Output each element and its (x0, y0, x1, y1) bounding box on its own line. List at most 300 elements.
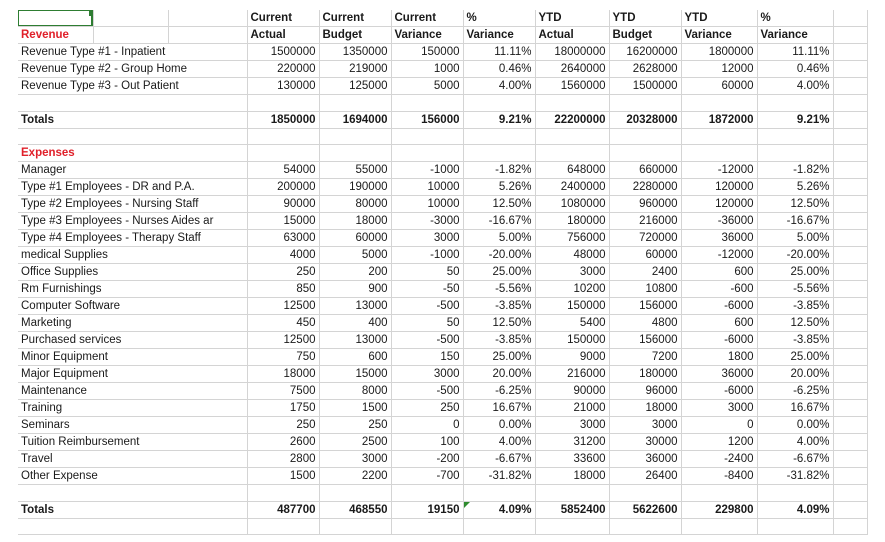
empty-cell[interactable] (681, 95, 757, 112)
value-cell[interactable]: 18000 (609, 400, 681, 417)
empty-cell[interactable] (833, 366, 867, 383)
value-cell[interactable]: 8000 (319, 383, 391, 400)
value-cell[interactable]: 4.00% (463, 434, 535, 451)
empty-cell[interactable] (168, 27, 247, 44)
empty-cell[interactable] (833, 400, 867, 417)
value-cell[interactable]: 600 (319, 349, 391, 366)
value-cell[interactable]: -1000 (391, 247, 463, 264)
value-cell[interactable]: -6.67% (463, 451, 535, 468)
empty-cell[interactable] (609, 145, 681, 162)
empty-cell[interactable] (609, 518, 681, 535)
value-cell[interactable]: -600 (681, 281, 757, 298)
value-cell[interactable]: -2400 (681, 451, 757, 468)
empty-cell[interactable] (833, 27, 867, 44)
value-cell[interactable]: 3000 (535, 264, 609, 281)
value-cell[interactable]: 216000 (609, 213, 681, 230)
empty-cell[interactable] (681, 518, 757, 535)
empty-cell[interactable] (681, 485, 757, 502)
empty-cell[interactable] (833, 44, 867, 61)
value-cell[interactable]: 150000 (535, 332, 609, 349)
value-cell[interactable]: 0.00% (757, 417, 833, 434)
value-cell[interactable]: 12500 (247, 298, 319, 315)
column-header[interactable]: YTD (535, 10, 609, 27)
value-cell[interactable]: -500 (391, 383, 463, 400)
value-cell[interactable]: 5000 (319, 247, 391, 264)
value-cell[interactable]: 850 (247, 281, 319, 298)
empty-cell[interactable] (247, 128, 319, 145)
value-cell[interactable]: 1500000 (247, 44, 319, 61)
value-cell[interactable]: -3.85% (463, 298, 535, 315)
value-cell[interactable]: 190000 (319, 179, 391, 196)
value-cell[interactable]: 9.21% (463, 111, 535, 128)
value-cell[interactable]: -3.85% (757, 298, 833, 315)
value-cell[interactable]: 10000 (391, 179, 463, 196)
row-label[interactable]: Training (18, 400, 247, 417)
value-cell[interactable]: 200 (319, 264, 391, 281)
value-cell[interactable]: 0 (391, 417, 463, 434)
row-label[interactable]: Revenue Type #3 - Out Patient (18, 78, 247, 95)
value-cell[interactable]: -6000 (681, 298, 757, 315)
value-cell[interactable]: -6000 (681, 383, 757, 400)
value-cell[interactable]: 3000 (609, 417, 681, 434)
empty-cell[interactable] (463, 128, 535, 145)
value-cell[interactable]: 120000 (681, 179, 757, 196)
value-cell[interactable]: 156000 (609, 298, 681, 315)
row-label[interactable]: Type #2 Employees - Nursing Staff (18, 196, 247, 213)
value-cell[interactable]: 2800 (247, 451, 319, 468)
value-cell[interactable]: -31.82% (757, 468, 833, 485)
value-cell[interactable]: 3000 (535, 417, 609, 434)
value-cell[interactable]: 63000 (247, 230, 319, 247)
value-cell[interactable]: 54000 (247, 162, 319, 179)
value-cell[interactable]: 0.00% (463, 417, 535, 434)
value-cell[interactable]: 12.50% (757, 315, 833, 332)
column-header[interactable]: YTD (609, 10, 681, 27)
empty-cell[interactable] (391, 128, 463, 145)
value-cell[interactable]: 5000 (391, 78, 463, 95)
empty-cell[interactable] (833, 518, 867, 535)
empty-cell[interactable] (833, 451, 867, 468)
row-label[interactable]: Marketing (18, 315, 247, 332)
empty-cell[interactable] (833, 281, 867, 298)
value-cell[interactable]: 15000 (319, 366, 391, 383)
empty-cell[interactable] (391, 518, 463, 535)
value-cell[interactable]: 720000 (609, 230, 681, 247)
value-cell[interactable]: 1080000 (535, 196, 609, 213)
value-cell[interactable]: 180000 (609, 366, 681, 383)
value-cell[interactable]: -8400 (681, 468, 757, 485)
empty-cell[interactable] (757, 145, 833, 162)
value-cell[interactable]: 900 (319, 281, 391, 298)
empty-cell[interactable] (833, 145, 867, 162)
empty-cell[interactable] (833, 162, 867, 179)
empty-cell[interactable] (833, 95, 867, 112)
value-cell[interactable] (463, 501, 535, 518)
value-cell[interactable]: 100 (391, 434, 463, 451)
value-cell[interactable]: -1.82% (463, 162, 535, 179)
value-cell[interactable]: 5.00% (463, 230, 535, 247)
value-cell[interactable]: 36000 (681, 366, 757, 383)
empty-cell[interactable] (833, 196, 867, 213)
empty-cell[interactable] (833, 383, 867, 400)
value-cell[interactable]: 18000000 (535, 44, 609, 61)
empty-cell[interactable] (18, 95, 247, 112)
empty-cell[interactable] (609, 95, 681, 112)
value-cell[interactable]: 0.46% (757, 61, 833, 78)
empty-cell[interactable] (18, 518, 247, 535)
value-cell[interactable]: -12000 (681, 162, 757, 179)
value-cell[interactable]: 1800 (681, 349, 757, 366)
value-cell[interactable]: 4800 (609, 315, 681, 332)
empty-cell[interactable] (833, 485, 867, 502)
value-cell[interactable]: 250 (247, 264, 319, 281)
value-cell[interactable]: 250 (319, 417, 391, 434)
value-cell[interactable]: -50 (391, 281, 463, 298)
empty-cell[interactable] (319, 128, 391, 145)
value-cell[interactable]: 3000 (391, 230, 463, 247)
value-cell[interactable]: -16.67% (463, 213, 535, 230)
column-header[interactable]: Actual (535, 27, 609, 44)
value-cell[interactable]: 1350000 (319, 44, 391, 61)
value-cell[interactable]: 5.26% (757, 179, 833, 196)
empty-cell[interactable] (833, 179, 867, 196)
empty-cell[interactable] (833, 111, 867, 128)
empty-cell[interactable] (319, 145, 391, 162)
value-cell[interactable]: 216000 (535, 366, 609, 383)
empty-cell[interactable] (319, 95, 391, 112)
value-cell[interactable]: 600 (681, 315, 757, 332)
value-cell[interactable]: -31.82% (463, 468, 535, 485)
value-cell[interactable]: 60000 (319, 230, 391, 247)
empty-cell[interactable] (833, 10, 867, 27)
value-cell[interactable]: 1694000 (319, 111, 391, 128)
value-cell[interactable]: 60000 (609, 247, 681, 264)
value-cell[interactable]: 3000 (319, 451, 391, 468)
empty-cell[interactable] (833, 264, 867, 281)
value-cell[interactable]: -500 (391, 298, 463, 315)
value-cell[interactable]: 18000 (247, 366, 319, 383)
row-label[interactable]: medical Supplies (18, 247, 247, 264)
value-cell[interactable]: 25.00% (757, 349, 833, 366)
value-cell[interactable]: 4.00% (757, 434, 833, 451)
value-cell[interactable]: 5.00% (757, 230, 833, 247)
value-cell[interactable]: 2640000 (535, 61, 609, 78)
value-cell[interactable]: -1.82% (757, 162, 833, 179)
empty-cell[interactable] (391, 145, 463, 162)
value-cell[interactable]: 1200 (681, 434, 757, 451)
empty-cell[interactable] (463, 485, 535, 502)
row-label[interactable]: Type #1 Employees - DR and P.A. (18, 179, 247, 196)
value-cell[interactable]: 229800 (681, 501, 757, 518)
value-cell[interactable]: 25.00% (463, 349, 535, 366)
value-cell[interactable]: -6.67% (757, 451, 833, 468)
value-cell[interactable]: 2600 (247, 434, 319, 451)
row-label[interactable]: Other Expense (18, 468, 247, 485)
value-cell[interactable]: 0.46% (463, 61, 535, 78)
empty-cell[interactable] (833, 468, 867, 485)
value-cell[interactable]: 1750 (247, 400, 319, 417)
value-cell[interactable]: -200 (391, 451, 463, 468)
value-cell[interactable]: 1500000 (609, 78, 681, 95)
section-title-expenses[interactable]: Expenses (18, 145, 247, 162)
empty-cell[interactable] (833, 128, 867, 145)
value-cell[interactable]: 2200 (319, 468, 391, 485)
value-cell[interactable]: -6000 (681, 332, 757, 349)
value-cell[interactable]: 20.00% (757, 366, 833, 383)
row-label[interactable]: Computer Software (18, 298, 247, 315)
value-cell[interactable]: 21000 (535, 400, 609, 417)
empty-cell[interactable] (609, 128, 681, 145)
column-header[interactable]: Budget (609, 27, 681, 44)
empty-cell[interactable] (319, 485, 391, 502)
value-cell[interactable]: 1500 (319, 400, 391, 417)
column-header[interactable]: Current (391, 10, 463, 27)
value-cell[interactable]: 2400000 (535, 179, 609, 196)
value-cell[interactable]: -36000 (681, 213, 757, 230)
empty-cell[interactable] (18, 485, 247, 502)
value-cell[interactable]: 22200000 (535, 111, 609, 128)
value-cell[interactable]: 600 (681, 264, 757, 281)
value-cell[interactable]: 10200 (535, 281, 609, 298)
empty-cell[interactable] (535, 485, 609, 502)
value-cell[interactable]: -3.85% (463, 332, 535, 349)
value-cell[interactable]: 7500 (247, 383, 319, 400)
value-cell[interactable]: 60000 (681, 78, 757, 95)
value-cell[interactable]: 1800000 (681, 44, 757, 61)
value-cell[interactable]: 12000 (681, 61, 757, 78)
empty-cell[interactable] (18, 128, 247, 145)
value-cell[interactable]: -6.25% (757, 383, 833, 400)
value-cell[interactable]: 48000 (535, 247, 609, 264)
row-label[interactable]: Office Supplies (18, 264, 247, 281)
value-cell[interactable]: 50 (391, 264, 463, 281)
empty-cell[interactable] (168, 10, 247, 27)
spreadsheet-grid[interactable] (18, 10, 847, 535)
value-cell[interactable]: -5.56% (757, 281, 833, 298)
empty-cell[interactable] (833, 501, 867, 518)
value-cell[interactable]: 12.50% (463, 196, 535, 213)
column-header[interactable]: Current (319, 10, 391, 27)
row-label[interactable]: Type #4 Employees - Therapy Staff (18, 230, 247, 247)
empty-cell[interactable] (833, 230, 867, 247)
value-cell[interactable]: 25.00% (757, 264, 833, 281)
empty-cell[interactable] (535, 518, 609, 535)
empty-cell[interactable] (833, 61, 867, 78)
row-label[interactable]: Tuition Reimbursement (18, 434, 247, 451)
value-cell[interactable]: 36000 (681, 230, 757, 247)
empty-cell[interactable] (609, 485, 681, 502)
value-cell[interactable]: 150000 (391, 44, 463, 61)
value-cell[interactable]: 90000 (535, 383, 609, 400)
value-cell[interactable]: 31200 (535, 434, 609, 451)
empty-cell[interactable] (319, 518, 391, 535)
value-cell[interactable]: 16200000 (609, 44, 681, 61)
value-cell[interactable]: 2280000 (609, 179, 681, 196)
value-cell[interactable]: 648000 (535, 162, 609, 179)
value-cell[interactable]: 4.00% (757, 78, 833, 95)
value-cell[interactable]: -3000 (391, 213, 463, 230)
value-cell[interactable]: 156000 (391, 111, 463, 128)
value-cell[interactable]: 1500 (247, 468, 319, 485)
value-cell[interactable]: 1560000 (535, 78, 609, 95)
value-cell[interactable]: -3.85% (757, 332, 833, 349)
value-cell[interactable]: 200000 (247, 179, 319, 196)
empty-cell[interactable] (535, 128, 609, 145)
value-cell[interactable]: 250 (247, 417, 319, 434)
value-cell[interactable]: 756000 (535, 230, 609, 247)
row-label[interactable]: Revenue Type #1 - Inpatient (18, 44, 247, 61)
value-cell[interactable]: 468550 (319, 501, 391, 518)
value-cell[interactable]: -20.00% (757, 247, 833, 264)
cell-cursor-handle[interactable] (89, 10, 92, 16)
value-cell[interactable]: 90000 (247, 196, 319, 213)
value-cell[interactable]: 156000 (609, 332, 681, 349)
value-cell[interactable]: 10800 (609, 281, 681, 298)
value-cell[interactable]: 9000 (535, 349, 609, 366)
empty-cell[interactable] (833, 434, 867, 451)
value-cell[interactable]: 25.00% (463, 264, 535, 281)
empty-cell[interactable] (833, 332, 867, 349)
value-cell[interactable]: 400 (319, 315, 391, 332)
value-cell[interactable]: 180000 (535, 213, 609, 230)
value-cell[interactable]: 2400 (609, 264, 681, 281)
value-cell[interactable]: -20.00% (463, 247, 535, 264)
value-cell[interactable]: 1872000 (681, 111, 757, 128)
column-header[interactable]: Budget (319, 27, 391, 44)
empty-cell[interactable] (833, 349, 867, 366)
empty-cell[interactable] (93, 10, 168, 27)
empty-cell[interactable] (391, 95, 463, 112)
empty-cell[interactable] (247, 145, 319, 162)
value-cell[interactable]: 12.50% (463, 315, 535, 332)
value-cell[interactable]: 4000 (247, 247, 319, 264)
row-label[interactable]: Travel (18, 451, 247, 468)
empty-cell[interactable] (535, 95, 609, 112)
value-cell[interactable]: 5852400 (535, 501, 609, 518)
empty-cell[interactable] (833, 315, 867, 332)
column-header[interactable]: Variance (681, 27, 757, 44)
value-cell[interactable]: 5400 (535, 315, 609, 332)
value-cell[interactable]: 5622600 (609, 501, 681, 518)
empty-cell[interactable] (247, 485, 319, 502)
value-cell[interactable]: 13000 (319, 332, 391, 349)
value-cell[interactable]: 20.00% (463, 366, 535, 383)
value-cell[interactable]: 450 (247, 315, 319, 332)
value-cell[interactable]: 36000 (609, 451, 681, 468)
value-cell[interactable]: -1000 (391, 162, 463, 179)
empty-cell[interactable] (93, 27, 168, 44)
value-cell[interactable]: 3000 (391, 366, 463, 383)
column-header[interactable]: Variance (463, 27, 535, 44)
value-cell[interactable]: 220000 (247, 61, 319, 78)
empty-cell[interactable] (833, 78, 867, 95)
value-cell[interactable]: 219000 (319, 61, 391, 78)
value-cell[interactable]: -16.67% (757, 213, 833, 230)
value-cell[interactable]: -5.56% (463, 281, 535, 298)
column-header[interactable]: Variance (757, 27, 833, 44)
column-header[interactable]: % (463, 10, 535, 27)
empty-cell[interactable] (391, 485, 463, 502)
value-cell[interactable]: -6.25% (463, 383, 535, 400)
value-cell[interactable]: 4.09% (757, 501, 833, 518)
value-cell[interactable]: 12500 (247, 332, 319, 349)
empty-cell[interactable] (833, 213, 867, 230)
value-cell[interactable]: 33600 (535, 451, 609, 468)
section-title-revenue[interactable]: Revenue (18, 27, 93, 44)
value-cell[interactable]: 0 (681, 417, 757, 434)
column-header[interactable]: Actual (247, 27, 319, 44)
value-cell[interactable]: 250 (391, 400, 463, 417)
value-cell[interactable]: 55000 (319, 162, 391, 179)
value-cell[interactable]: 16.67% (757, 400, 833, 417)
value-cell[interactable]: 12.50% (757, 196, 833, 213)
row-label[interactable]: Totals (18, 501, 247, 518)
value-cell[interactable]: 1000 (391, 61, 463, 78)
empty-cell[interactable] (757, 518, 833, 535)
value-cell[interactable]: 125000 (319, 78, 391, 95)
empty-cell[interactable] (757, 95, 833, 112)
column-header[interactable]: YTD (681, 10, 757, 27)
empty-cell[interactable] (681, 145, 757, 162)
value-cell[interactable]: 7200 (609, 349, 681, 366)
value-cell[interactable]: 660000 (609, 162, 681, 179)
value-cell[interactable]: 10000 (391, 196, 463, 213)
row-label[interactable]: Purchased services (18, 332, 247, 349)
value-cell[interactable]: 2628000 (609, 61, 681, 78)
row-label[interactable]: Minor Equipment (18, 349, 247, 366)
selected-cell[interactable] (18, 10, 93, 27)
empty-cell[interactable] (463, 95, 535, 112)
empty-cell[interactable] (247, 518, 319, 535)
value-cell[interactable]: 11.11% (463, 44, 535, 61)
value-cell[interactable]: 18000 (535, 468, 609, 485)
value-cell[interactable]: 487700 (247, 501, 319, 518)
value-cell[interactable]: 80000 (319, 196, 391, 213)
value-cell[interactable]: 13000 (319, 298, 391, 315)
value-cell[interactable]: 3000 (681, 400, 757, 417)
value-cell[interactable]: -500 (391, 332, 463, 349)
row-label[interactable]: Seminars (18, 417, 247, 434)
value-cell[interactable]: 750 (247, 349, 319, 366)
value-cell[interactable]: 20328000 (609, 111, 681, 128)
value-cell[interactable]: 9.21% (757, 111, 833, 128)
empty-cell[interactable] (463, 145, 535, 162)
empty-cell[interactable] (757, 128, 833, 145)
row-label[interactable]: Major Equipment (18, 366, 247, 383)
row-label[interactable]: Rm Furnishings (18, 281, 247, 298)
value-cell[interactable]: 26400 (609, 468, 681, 485)
empty-cell[interactable] (535, 145, 609, 162)
value-cell[interactable]: 150000 (535, 298, 609, 315)
row-label[interactable]: Type #3 Employees - Nurses Aides ar (18, 213, 247, 230)
empty-cell[interactable] (681, 128, 757, 145)
empty-cell[interactable] (833, 247, 867, 264)
error-indicator-icon[interactable] (464, 502, 470, 508)
value-cell[interactable]: 960000 (609, 196, 681, 213)
value-cell[interactable]: 130000 (247, 78, 319, 95)
value-cell[interactable]: 50 (391, 315, 463, 332)
value-cell[interactable]: 30000 (609, 434, 681, 451)
empty-cell[interactable] (833, 417, 867, 434)
column-header[interactable]: Variance (391, 27, 463, 44)
empty-cell[interactable] (757, 485, 833, 502)
row-label[interactable]: Totals (18, 111, 247, 128)
value-cell[interactable]: 11.11% (757, 44, 833, 61)
value-cell[interactable]: 150 (391, 349, 463, 366)
column-header[interactable]: % (757, 10, 833, 27)
value-cell[interactable]: 4.00% (463, 78, 535, 95)
value-cell[interactable]: 1850000 (247, 111, 319, 128)
